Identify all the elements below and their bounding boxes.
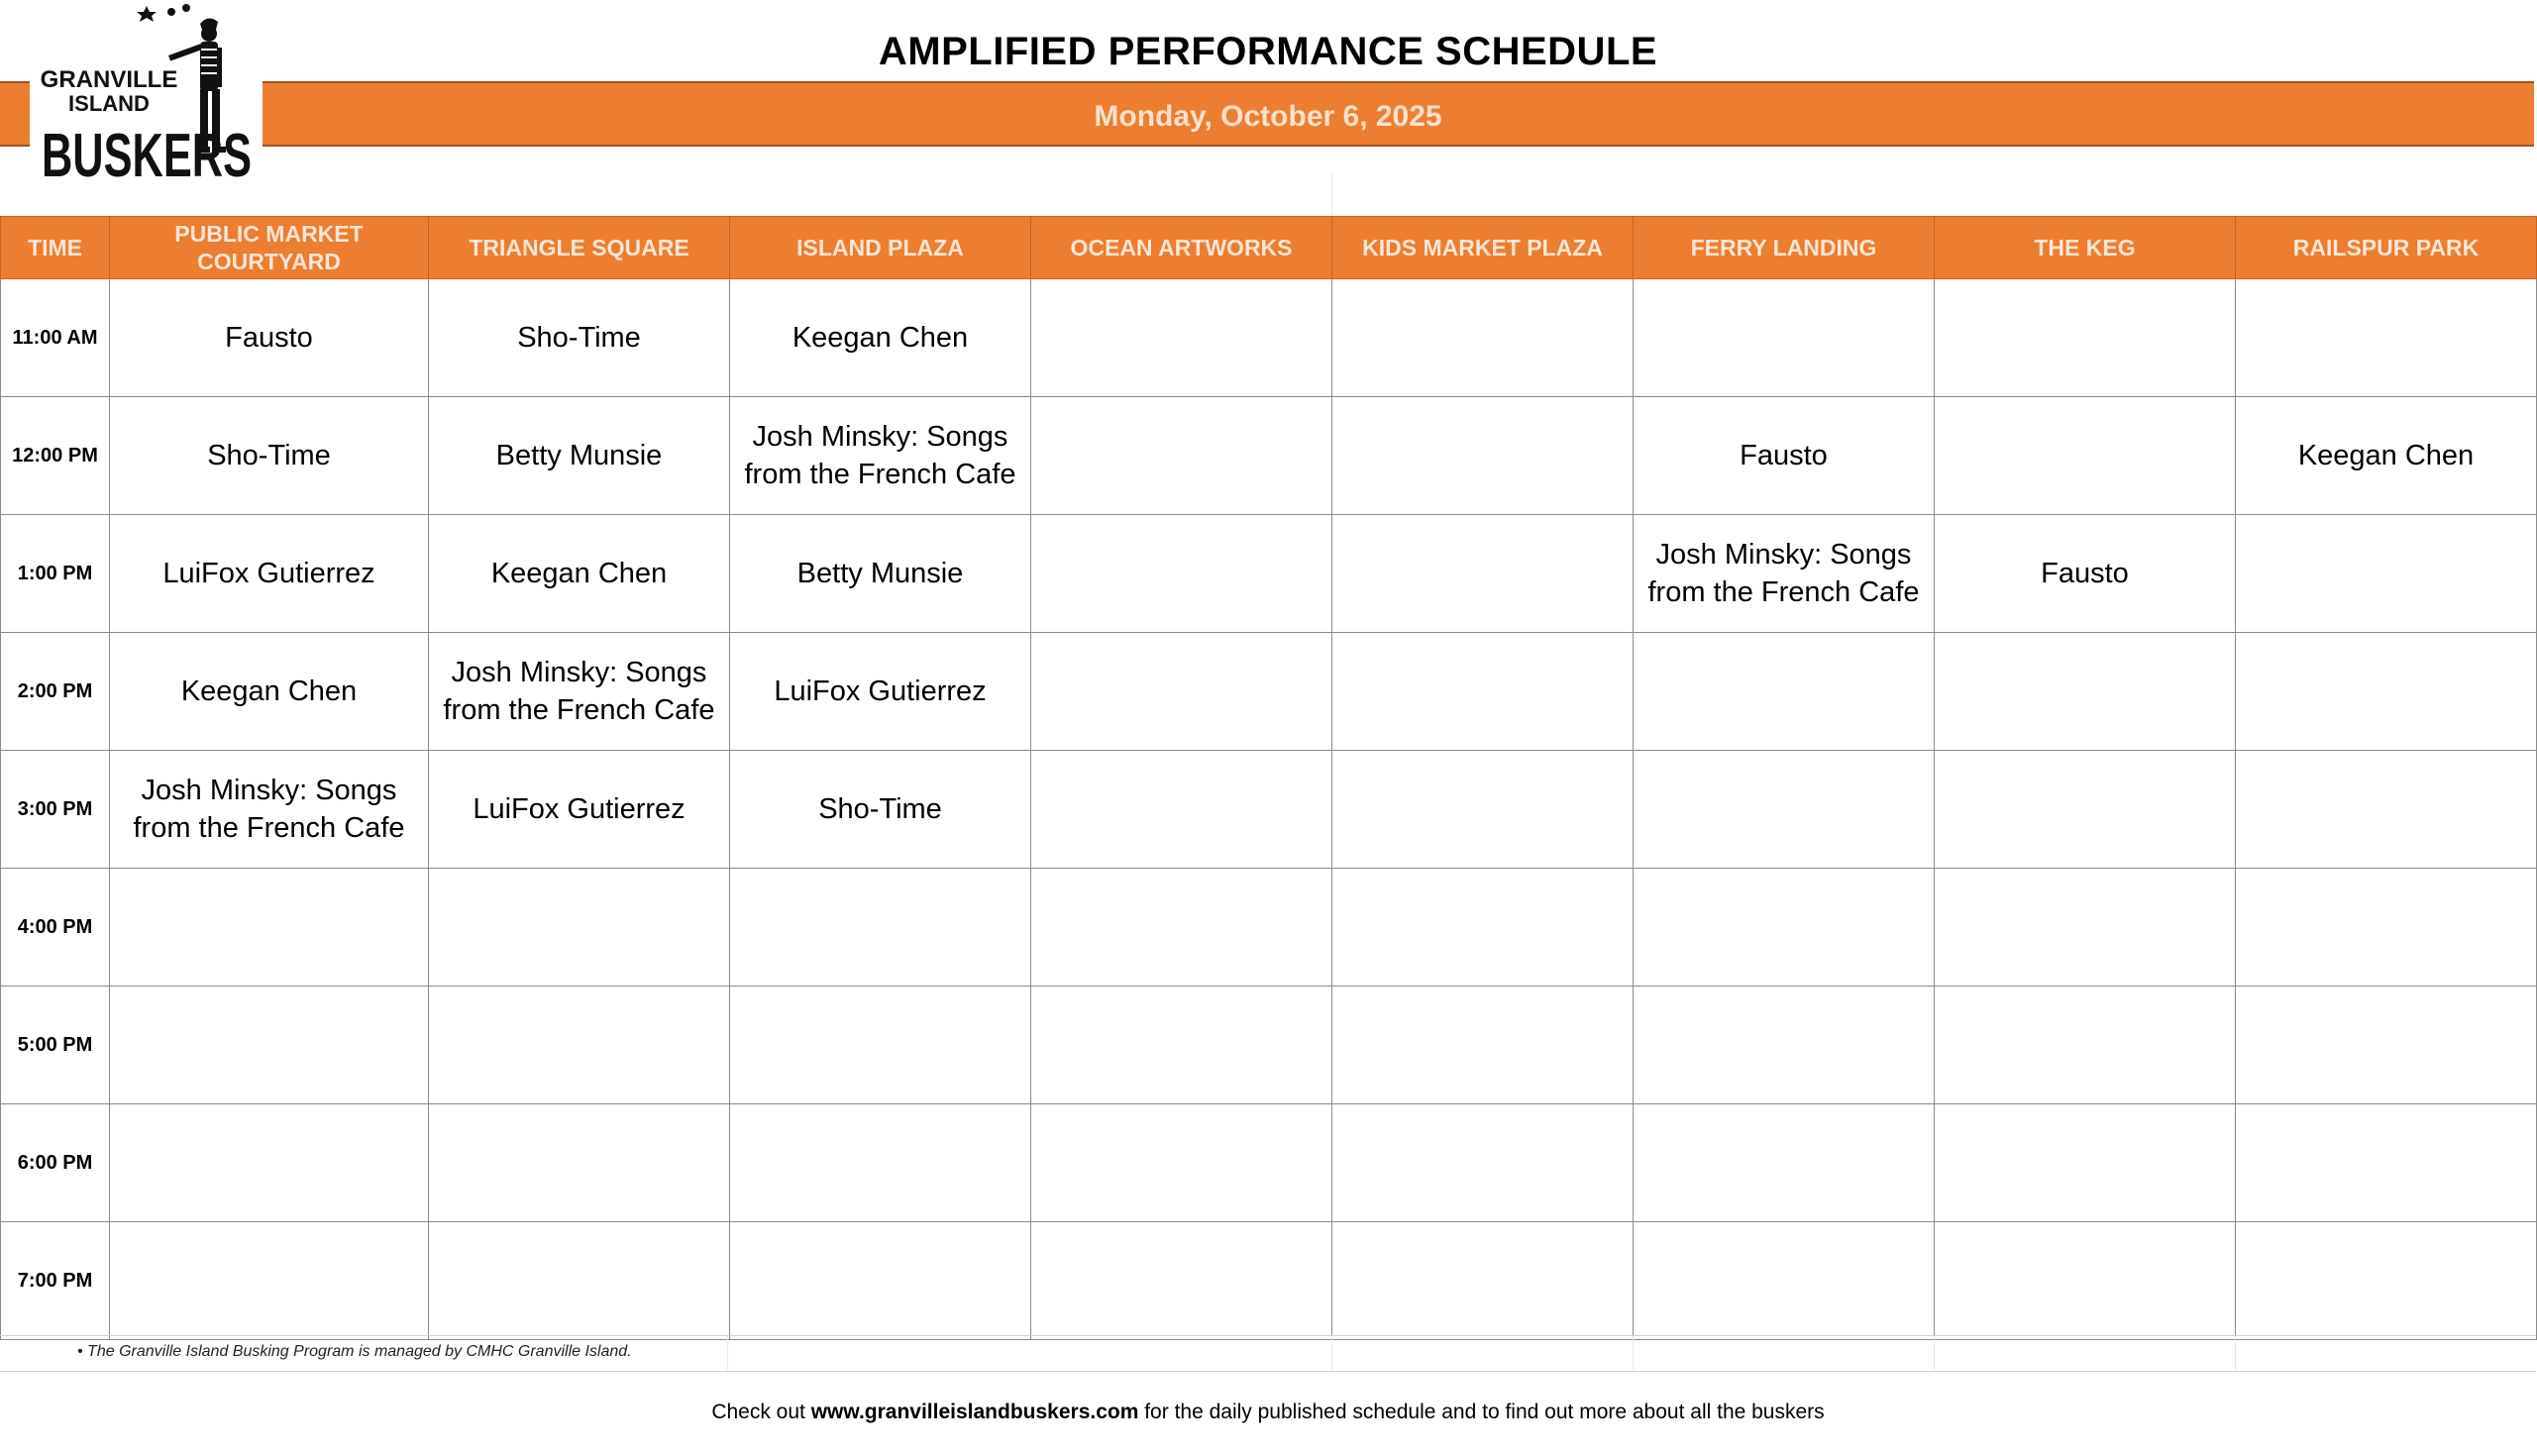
performance-cell: Fausto <box>110 279 429 397</box>
performance-cell: Keegan Chen <box>2236 397 2537 515</box>
column-header-location: THE KEG <box>1935 217 2236 279</box>
performance-cell <box>1031 397 1332 515</box>
performance-cell <box>1332 751 1634 869</box>
performance-cell <box>1031 515 1332 633</box>
performance-cell <box>1332 1104 1634 1222</box>
sheet-gridline <box>1934 1336 1935 1370</box>
performance-cell <box>2236 633 2537 751</box>
performance-cell <box>1935 279 2236 397</box>
sheet-gridline <box>1331 1336 1332 1370</box>
footer-cta <box>0 1401 2536 1424</box>
performer-juggler-icon <box>30 0 263 188</box>
performance-cell: LuiFox Gutierrez <box>110 515 429 633</box>
logo-line3: BUSKERS <box>42 122 252 190</box>
sheet-gridline <box>727 1336 728 1370</box>
logo-line1: GRANVILLE <box>40 66 178 93</box>
sheet-gridline <box>1633 1336 1634 1370</box>
performance-cell: Josh Minsky: Songs from the French Cafe <box>1634 515 1935 633</box>
performance-cell <box>1031 987 1332 1104</box>
performance-cell: LuiFox Gutierrez <box>429 751 730 869</box>
schedule-body <box>1 279 2537 1340</box>
logo-line2: ISLAND <box>68 91 150 116</box>
performance-cell: Fausto <box>1634 397 1935 515</box>
time-slot: 1:00 PM <box>1 515 110 633</box>
performance-cell <box>1634 1104 1935 1222</box>
table-row <box>1 633 2537 751</box>
performance-cell <box>730 1104 1031 1222</box>
performance-cell <box>110 869 429 987</box>
column-header-location: FERRY LANDING <box>1634 217 1935 279</box>
table-row <box>1 279 2537 397</box>
performance-cell <box>2236 869 2537 987</box>
performance-cell <box>110 1104 429 1222</box>
column-header-time: TIME <box>1 217 110 279</box>
performance-cell <box>110 1222 429 1340</box>
performance-cell: Sho-Time <box>429 279 730 397</box>
column-header-location: KIDS MARKET PLAZA <box>1332 217 1634 279</box>
performance-cell <box>1935 751 2236 869</box>
time-slot: 4:00 PM <box>1 869 110 987</box>
performance-cell: Keegan Chen <box>429 515 730 633</box>
performance-cell <box>1031 1222 1332 1340</box>
performance-cell: Josh Minsky: Songs from the French Cafe <box>429 633 730 751</box>
performance-cell <box>1332 1222 1634 1340</box>
header-row <box>1 217 2537 279</box>
performance-cell <box>1031 1104 1332 1222</box>
performance-cell <box>1634 633 1935 751</box>
performance-cell: LuiFox Gutierrez <box>730 633 1031 751</box>
cta-suffix: for the daily published schedule and to find out more about all the buskers <box>1138 1401 1825 1423</box>
performance-cell <box>1634 751 1935 869</box>
performance-cell: Betty Munsie <box>429 397 730 515</box>
performance-cell: Betty Munsie <box>730 515 1031 633</box>
divider <box>0 1335 2536 1336</box>
performance-cell <box>1935 1104 2236 1222</box>
buskers-logo <box>30 0 263 188</box>
performance-cell <box>429 1104 730 1222</box>
performance-cell <box>1332 397 1634 515</box>
performance-cell: Keegan Chen <box>110 633 429 751</box>
performance-cell <box>1332 633 1634 751</box>
table-row <box>1 515 2537 633</box>
performance-cell <box>1634 869 1935 987</box>
time-slot: 12:00 PM <box>1 397 110 515</box>
performance-cell: Josh Minsky: Songs from the French Cafe <box>730 397 1031 515</box>
performance-cell <box>2236 987 2537 1104</box>
performance-cell <box>1031 633 1332 751</box>
performance-cell <box>1935 397 2236 515</box>
time-slot: 11:00 AM <box>1 279 110 397</box>
column-header-location: RAILSPUR PARK <box>2236 217 2537 279</box>
table-row <box>1 1222 2537 1340</box>
schedule-table <box>0 216 2537 1340</box>
performance-cell <box>1634 987 1935 1104</box>
time-slot: 6:00 PM <box>1 1104 110 1222</box>
time-slot: 2:00 PM <box>1 633 110 751</box>
performance-cell <box>2236 1104 2537 1222</box>
page-title: AMPLIFIED PERFORMANCE SCHEDULE <box>878 30 1658 73</box>
performance-cell <box>1332 869 1634 987</box>
performance-cell <box>1332 279 1634 397</box>
time-slot: 7:00 PM <box>1 1222 110 1340</box>
performance-cell: Fausto <box>1935 515 2236 633</box>
performance-cell <box>1935 1222 2236 1340</box>
performance-cell <box>1935 987 2236 1104</box>
performance-cell <box>110 987 429 1104</box>
cta-prefix: Check out <box>711 1401 811 1423</box>
column-header-location: TRIANGLE SQUARE <box>429 217 730 279</box>
performance-cell <box>1332 987 1634 1104</box>
website-link[interactable]: www.granvilleislandbuskers.com <box>810 1401 1139 1423</box>
time-slot: 3:00 PM <box>1 751 110 869</box>
performance-cell <box>1634 1222 1935 1340</box>
performance-cell <box>429 869 730 987</box>
performance-cell <box>1031 279 1332 397</box>
performance-cell <box>730 1222 1031 1340</box>
performance-cell <box>730 987 1031 1104</box>
performance-cell <box>1031 751 1332 869</box>
performance-cell: Sho-Time <box>110 397 429 515</box>
table-row <box>1 987 2537 1104</box>
sheet-gridline <box>2235 1336 2236 1370</box>
performance-cell <box>2236 1222 2537 1340</box>
divider <box>0 1371 2536 1372</box>
time-slot: 5:00 PM <box>1 987 110 1104</box>
performance-cell <box>1332 515 1634 633</box>
performance-cell <box>429 987 730 1104</box>
table-row <box>1 751 2537 869</box>
sheet-gridline <box>1331 173 1332 217</box>
column-header-location: OCEAN ARTWORKS <box>1031 217 1332 279</box>
table-row <box>1 869 2537 987</box>
column-header-location: PUBLIC MARKET COURTYARD <box>110 217 429 279</box>
performance-cell <box>1031 869 1332 987</box>
performance-cell <box>1935 869 2236 987</box>
column-header-location: ISLAND PLAZA <box>730 217 1031 279</box>
performance-cell <box>1634 279 1935 397</box>
performance-cell <box>2236 751 2537 869</box>
performance-cell <box>1935 633 2236 751</box>
table-row <box>1 397 2537 515</box>
performance-cell <box>2236 279 2537 397</box>
performance-cell <box>2236 515 2537 633</box>
performance-cell: Josh Minsky: Songs from the French Cafe <box>110 751 429 869</box>
performance-cell <box>730 869 1031 987</box>
performance-cell: Sho-Time <box>730 751 1031 869</box>
performance-cell: Keegan Chen <box>730 279 1031 397</box>
program-footnote: • The Granville Island Busking Program is managed by CMHC Granville Island. <box>77 1343 632 1360</box>
performance-cell <box>429 1222 730 1340</box>
table-row <box>1 1104 2537 1222</box>
schedule-date: Monday, October 6, 2025 <box>1094 100 1442 133</box>
